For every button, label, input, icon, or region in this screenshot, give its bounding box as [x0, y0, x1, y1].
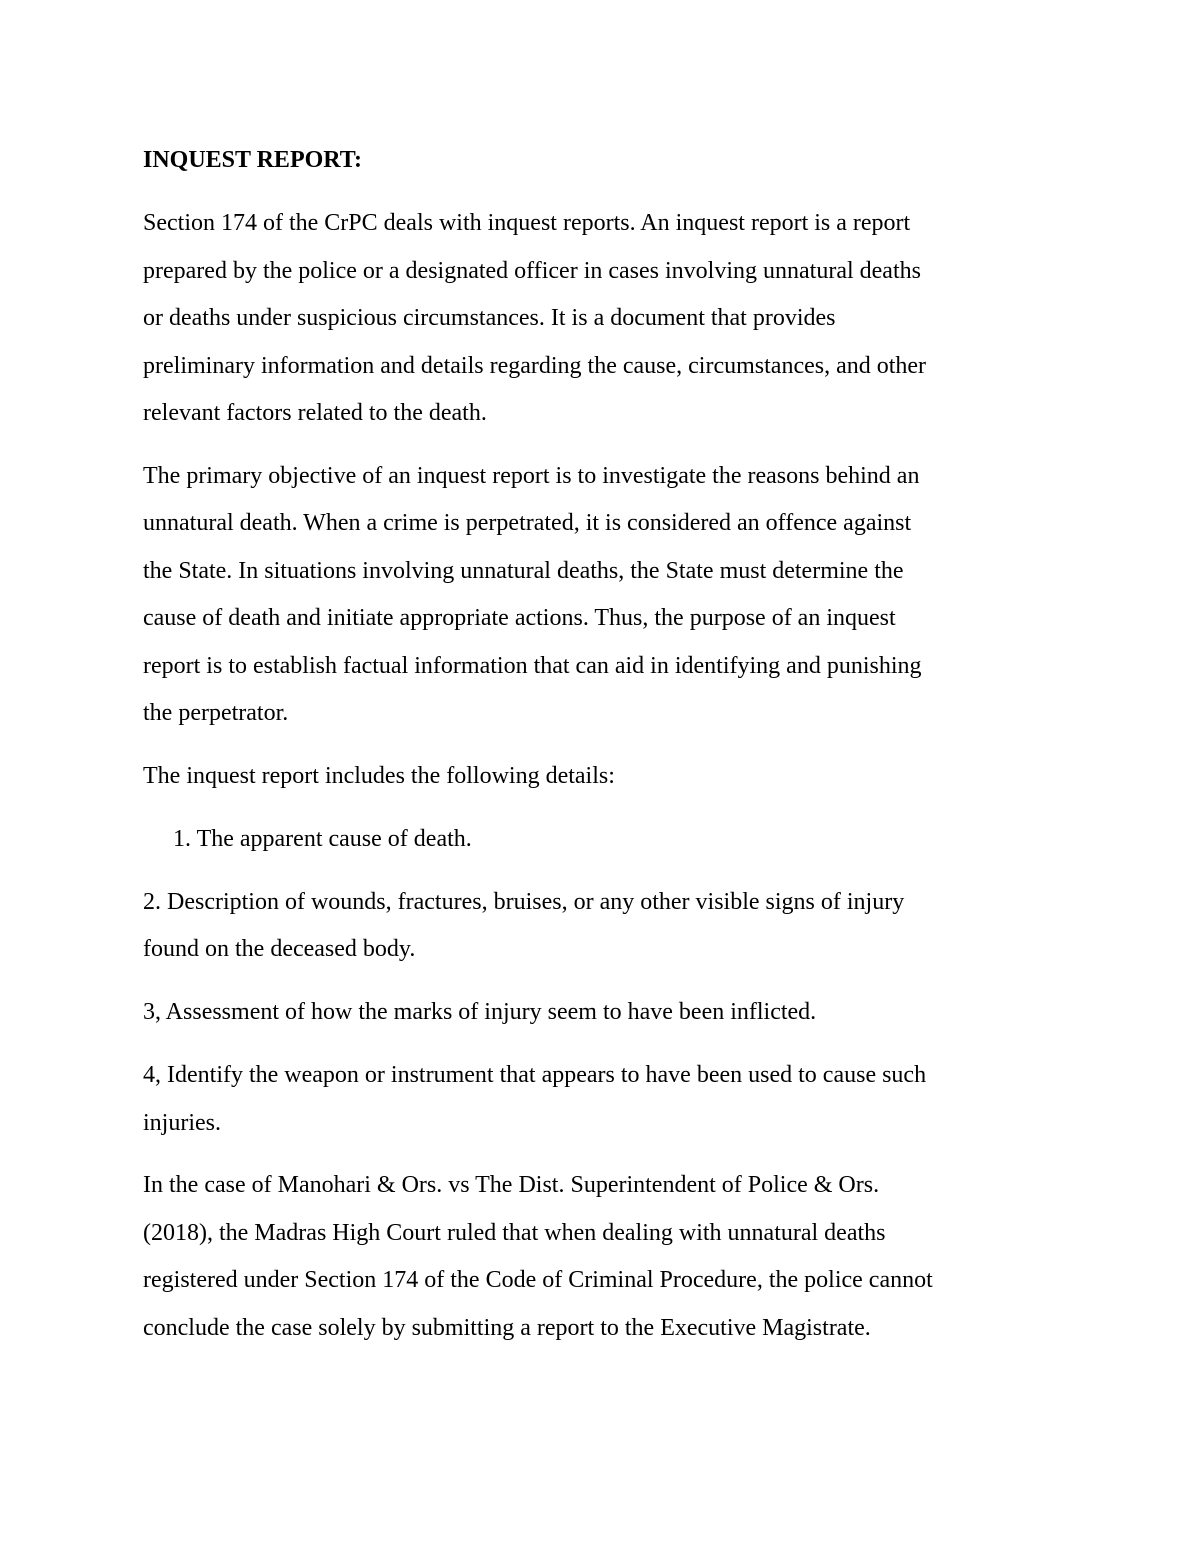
list-intro: The inquest report includes the following details: — [143, 763, 615, 789]
paragraph-line: or deaths under suspicious circumstances. It is a document that provides — [143, 305, 836, 331]
paragraph-line: report is to establish factual information that can aid in identifying and punishing — [143, 653, 922, 679]
paragraph-line: unnatural death. When a crime is perpetrated, it is considered an offence against — [143, 510, 912, 536]
paragraph-line: conclude the case solely by submitting a report to the Executive Magistrate. — [143, 1315, 871, 1341]
paragraph-line: the State. In situations involving unnatural deaths, the State must determine the — [143, 558, 904, 584]
list-item-continuation: found on the deceased body. — [143, 936, 416, 962]
paragraph-line: (2018), the Madras High Court ruled that when dealing with unnatural deaths — [143, 1220, 886, 1246]
paragraph-line: cause of death and initiate appropriate actions. Thus, the purpose of an inquest — [143, 605, 896, 631]
document-title: INQUEST REPORT: — [143, 147, 362, 173]
paragraph-line: registered under Section 174 of the Code of Criminal Procedure, the police cannot — [143, 1267, 933, 1293]
paragraph-line: Section 174 of the CrPC deals with inquest reports. An inquest report is a report — [143, 210, 911, 236]
paragraph-line: prepared by the police or a designated officer in cases involving unnatural deaths — [143, 258, 921, 284]
paragraph-line: the perpetrator. — [143, 700, 289, 726]
list-item: 4, Identify the weapon or instrument that appears to have been used to cause such — [143, 1062, 927, 1088]
paragraph-line: relevant factors related to the death. — [143, 400, 487, 426]
paragraph-line: The primary objective of an inquest report is to investigate the reasons behind an — [143, 463, 920, 489]
list-item: 3, Assessment of how the marks of injury seem to have been inflicted. — [143, 999, 817, 1025]
paragraph-line: In the case of Manohari & Ors. vs The Dist. Superintendent of Police & Ors. — [143, 1172, 880, 1198]
list-item: 1. The apparent cause of death. — [173, 826, 472, 852]
list-item: 2. Description of wounds, fractures, bruises, or any other visible signs of injury — [143, 889, 905, 915]
list-item-continuation: injuries. — [143, 1110, 221, 1136]
paragraph-line: preliminary information and details regarding the cause, circumstances, and other — [143, 353, 927, 379]
